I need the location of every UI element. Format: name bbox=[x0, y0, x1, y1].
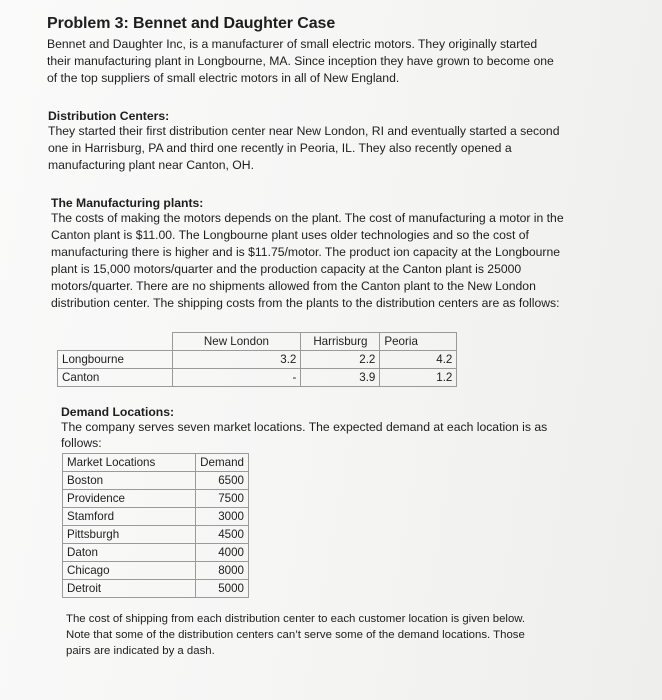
plant-name: Longbourne bbox=[58, 351, 173, 369]
table-row bbox=[63, 580, 249, 598]
distribution-line: They started their first distribution center near New London, RI and eventually started a second bbox=[48, 124, 560, 138]
manufacturing-line: motors/quarter. There are no shipments allowed from the Canton plant to the New London bbox=[51, 279, 536, 293]
cost-cell: - bbox=[172, 369, 301, 387]
location-name: Daton bbox=[63, 544, 196, 562]
location-name: Chicago bbox=[63, 562, 196, 580]
column-header: Harrisburg bbox=[301, 333, 380, 351]
location-name: Pittsburgh bbox=[63, 526, 196, 544]
table-header-row bbox=[58, 333, 457, 351]
manufacturing-line: manufacturing there is higher and is $11.75/motor. The product ion capacity at the Longbourne bbox=[51, 245, 561, 259]
distribution-section bbox=[48, 109, 559, 174]
intro-paragraph bbox=[47, 36, 554, 87]
plant-name: Canton bbox=[58, 369, 173, 387]
location-name: Detroit bbox=[63, 580, 196, 598]
demand-value: 5000 bbox=[196, 580, 249, 598]
demand-line: The company serves seven market locations. The expected demand at each location is as bbox=[61, 420, 548, 434]
table-row bbox=[58, 351, 457, 369]
closing-line: The cost of shipping from each distribution center to each customer location is given below. bbox=[66, 613, 526, 625]
demand-value: 4000 bbox=[196, 544, 249, 562]
table-row bbox=[63, 508, 249, 526]
location-name: Stamford bbox=[63, 508, 196, 526]
distribution-line: manufacturing plant near Canton, OH. bbox=[48, 158, 254, 172]
closing-line: pairs are indicated by a dash. bbox=[66, 645, 215, 657]
intro-line: of the top suppliers of small electric motors in all of New England. bbox=[47, 71, 400, 85]
cost-cell: 4.2 bbox=[380, 351, 457, 369]
manufacturing-section bbox=[51, 196, 564, 312]
table-row bbox=[63, 544, 249, 562]
intro-line: their manufacturing plant in Longbourne, MA. Since inception they have grown to become one bbox=[47, 54, 554, 68]
manufacturing-line: plant is 15,000 motors/quarter and the production capacity at the Canton plant is 25000 bbox=[51, 262, 522, 276]
location-name: Boston bbox=[63, 472, 196, 490]
shipping-cost-table bbox=[57, 332, 457, 387]
demand-value: 3000 bbox=[196, 508, 249, 526]
closing-paragraph bbox=[66, 611, 525, 659]
cost-cell: 2.2 bbox=[301, 351, 380, 369]
manufacturing-heading: The Manufacturing plants: bbox=[51, 196, 204, 210]
demand-value: 4500 bbox=[196, 526, 249, 544]
demand-section bbox=[61, 405, 547, 451]
column-header: Market Locations bbox=[63, 454, 196, 472]
table-row bbox=[63, 490, 249, 508]
demand-value: 6500 bbox=[196, 472, 249, 490]
cost-cell: 1.2 bbox=[380, 369, 457, 387]
table-header-row bbox=[63, 454, 249, 472]
location-name: Providence bbox=[63, 490, 196, 508]
cost-cell: 3.9 bbox=[301, 369, 380, 387]
column-header: Peoria bbox=[380, 333, 457, 351]
table-row bbox=[63, 472, 249, 490]
table-row bbox=[63, 526, 249, 544]
demand-value: 8000 bbox=[196, 562, 249, 580]
manufacturing-line: Canton plant is $11.00. The Longbourne plant uses older technologies and so the cost of bbox=[51, 228, 529, 242]
manufacturing-line: distribution center. The shipping costs from the plants to the distribution centers are as follows: bbox=[51, 296, 560, 310]
demand-heading: Demand Locations: bbox=[61, 405, 175, 419]
table-row bbox=[58, 369, 457, 387]
distribution-heading: Distribution Centers: bbox=[48, 109, 170, 123]
column-header: Demand bbox=[196, 454, 249, 472]
demand-value: 7500 bbox=[196, 490, 249, 508]
page-title: Problem 3: Bennet and Daughter Case bbox=[47, 15, 336, 32]
demand-table bbox=[62, 453, 249, 598]
cost-cell: 3.2 bbox=[172, 351, 301, 369]
manufacturing-line: The costs of making the motors depends on the plant. The cost of manufacturing a motor in the bbox=[51, 211, 564, 225]
table-corner bbox=[58, 333, 173, 351]
closing-line: Note that some of the distribution centers can’t serve some of the demand locations. Those bbox=[66, 629, 525, 641]
table-row bbox=[63, 562, 249, 580]
demand-line: follows: bbox=[61, 436, 102, 450]
column-header: New London bbox=[172, 333, 301, 351]
distribution-line: one in Harrisburg, PA and third one recently in Peoria, IL. They also recently opened a bbox=[48, 141, 512, 155]
intro-line: Bennet and Daughter Inc, is a manufacturer of small electric motors. They originally started bbox=[47, 37, 538, 51]
